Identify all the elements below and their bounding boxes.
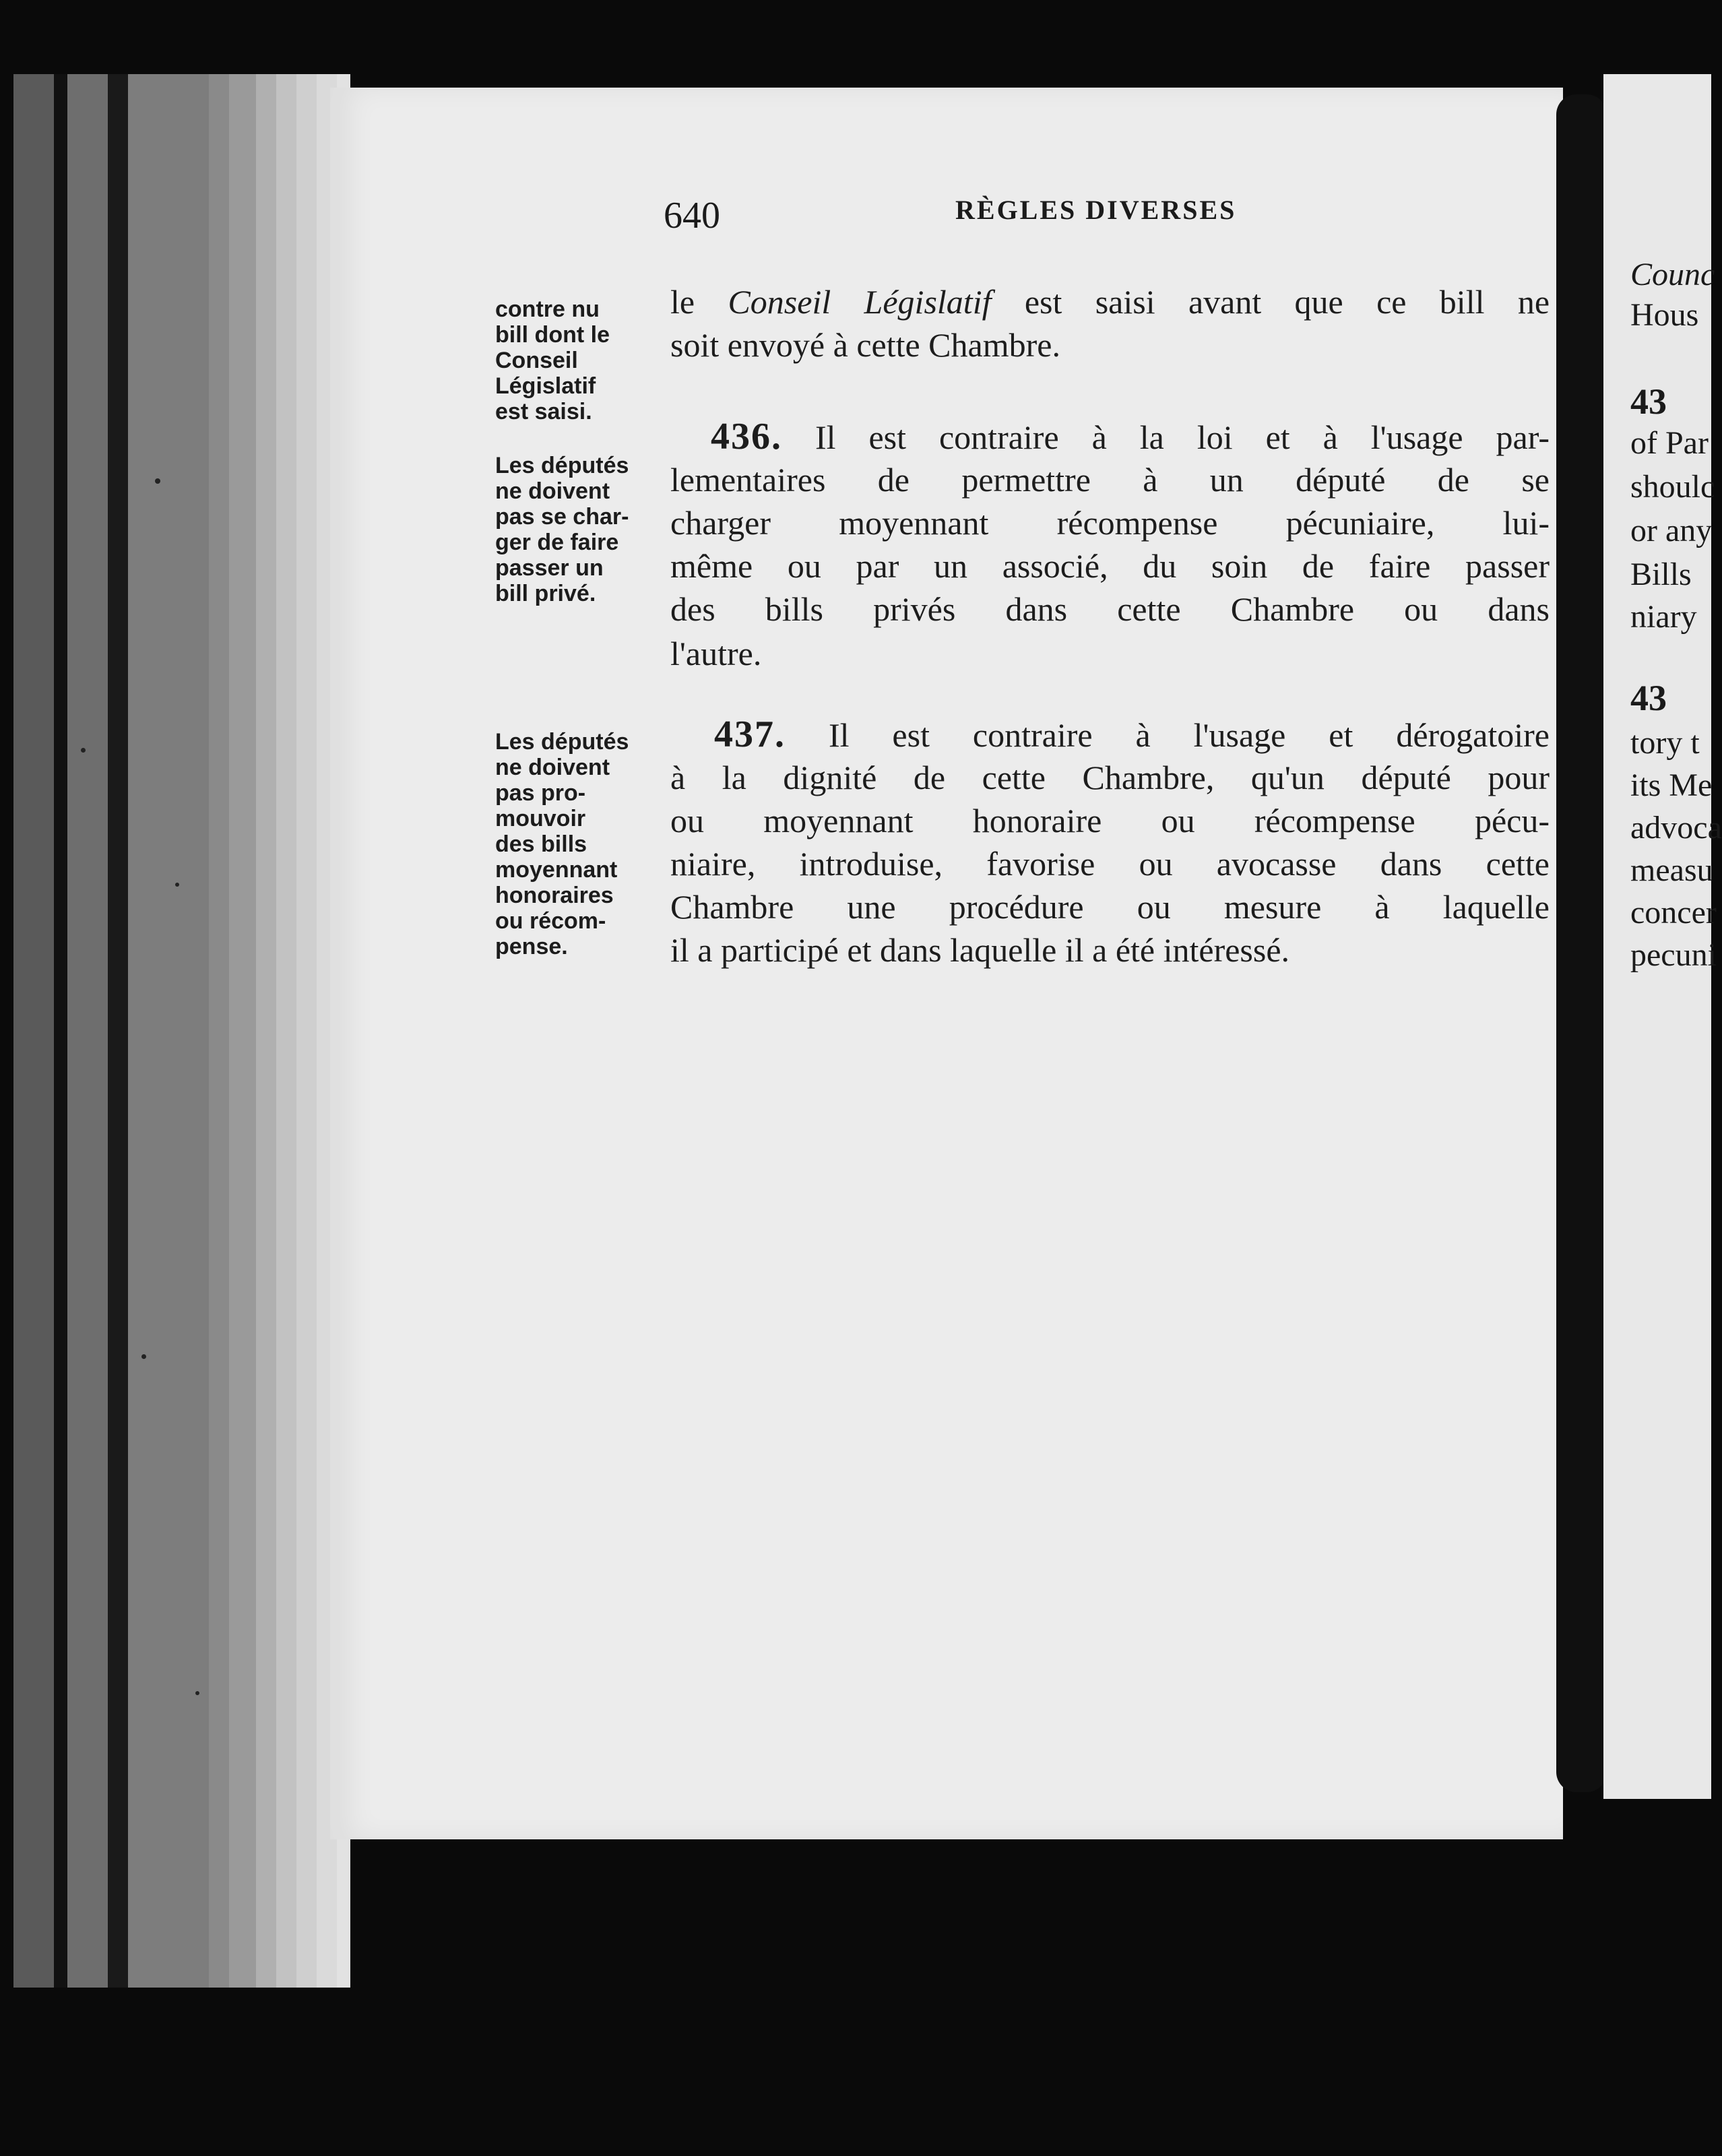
- margin-note-line: passer un: [495, 555, 604, 581]
- body-line: lementaires de permettre à un député de se: [670, 461, 1550, 499]
- facing-page-text: concer: [1630, 895, 1717, 930]
- margin-note-line: Conseil: [495, 348, 578, 373]
- margin-note-line: moyennant: [495, 857, 618, 883]
- facing-page-text: shoulc: [1630, 469, 1715, 505]
- section-436-first-line: [711, 416, 1550, 457]
- margin-note-line: contre nu: [495, 296, 600, 322]
- facing-page-text: Hous: [1630, 297, 1699, 333]
- body-line: [670, 282, 1550, 322]
- facing-page-text: 43: [1630, 678, 1667, 718]
- margin-note-line: mouvoir: [495, 806, 586, 831]
- section-437-first-line: [714, 714, 1550, 755]
- margin-note-line: bill privé.: [495, 581, 596, 606]
- book-gutter: [1556, 94, 1607, 1792]
- page-number: 640: [664, 195, 720, 236]
- body-line: Chambre une procédure ou mesure à laquelle: [670, 888, 1550, 926]
- page-edges: [0, 74, 350, 1988]
- facing-page-text: or any: [1630, 513, 1713, 548]
- margin-note-line: ou récom-: [495, 908, 606, 934]
- facing-page-text: advoca: [1630, 810, 1722, 846]
- margin-note-line: bill dont le: [495, 322, 610, 348]
- body-line: même ou par un associé, du soin de faire passer: [670, 547, 1550, 585]
- margin-note-line: ne doivent: [495, 478, 610, 504]
- italic-term: Conseil Législatif: [728, 283, 992, 321]
- margin-note-line: ne doivent: [495, 755, 610, 780]
- margin-note-line: honoraires: [495, 883, 614, 908]
- facing-page-text: pecuni: [1630, 937, 1717, 973]
- section-number: 436.: [711, 416, 782, 457]
- facing-page-text: Counc: [1630, 257, 1715, 292]
- facing-page-text: niary: [1630, 599, 1697, 635]
- text-segment: est saisi avant que ce bill ne: [1024, 283, 1550, 321]
- margin-note-line: est saisi.: [495, 399, 592, 424]
- facing-page-text: measu: [1630, 852, 1713, 888]
- margin-note-line: Législatif: [495, 373, 596, 399]
- body-line: il a participé et dans laquelle il a été intéressé.: [670, 931, 1290, 969]
- margin-note-line: ger de faire: [495, 530, 619, 555]
- text-segment: Il est contraire à la loi et à l'usage par-: [815, 418, 1550, 456]
- margin-note: [495, 729, 670, 959]
- body-line: soit envoyé à cette Chambre.: [670, 326, 1060, 364]
- margin-note-line: pas se char-: [495, 504, 629, 530]
- running-title: RÈGLES DIVERSES: [955, 195, 1237, 225]
- margin-note: [495, 453, 670, 606]
- text-segment: Il est contraire à l'usage et dérogatoire: [828, 716, 1550, 754]
- margin-note-line: Les députés: [495, 729, 629, 755]
- margin-note-line: des bills: [495, 831, 587, 857]
- body-line: à la dignité de cette Chambre, qu'un député pour: [670, 759, 1550, 796]
- facing-page-text: its Me: [1630, 767, 1713, 803]
- body-line: l'autre.: [670, 635, 762, 672]
- body-line: ou moyennant honoraire ou récompense pécu-: [670, 802, 1550, 839]
- facing-page-text: 43: [1630, 381, 1667, 422]
- facing-page-text: tory t: [1630, 725, 1700, 761]
- facing-page-text: Bills: [1630, 557, 1692, 592]
- margin-note: [495, 296, 670, 424]
- body-line: charger moyennant récompense pécuniaire, lui-: [670, 504, 1550, 542]
- margin-note-line: pas pro-: [495, 780, 586, 806]
- body-line: des bills privés dans cette Chambre ou dans: [670, 590, 1550, 628]
- section-number: 437.: [714, 714, 786, 755]
- body-line: niaire, introduise, favorise ou avocasse dans cette: [670, 845, 1550, 883]
- margin-note-line: pense.: [495, 934, 568, 959]
- margin-note-line: Les députés: [495, 453, 629, 478]
- facing-page-text: of Par: [1630, 425, 1709, 461]
- text-segment: le: [670, 283, 695, 321]
